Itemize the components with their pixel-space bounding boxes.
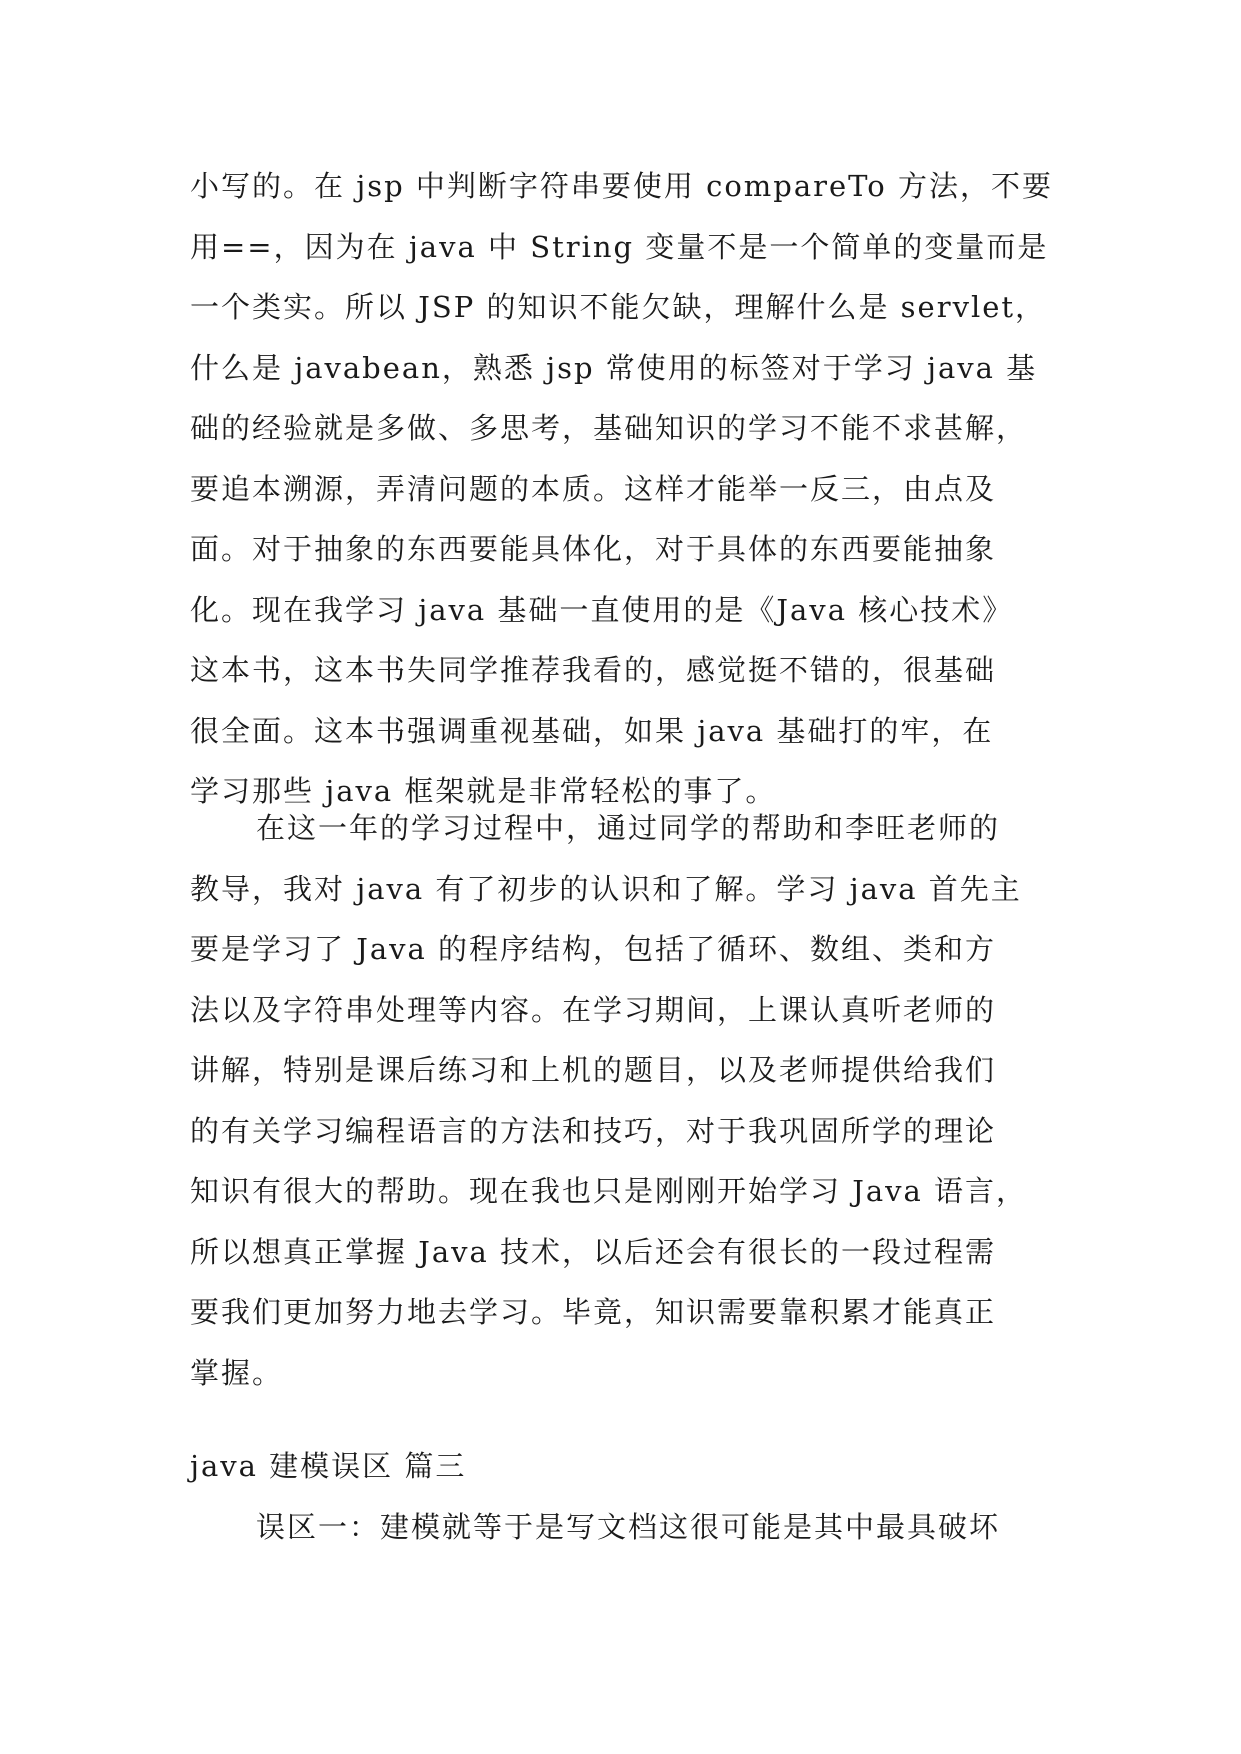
paragraph-line: 一个类实。所以 JSP 的知识不能欠缺，理解什么是 servlet， (190, 290, 1047, 324)
paragraph-line: 讲解，特别是课后练习和上机的题目，以及老师提供给我们 (190, 1053, 997, 1087)
paragraph-line: 教导，我对 java 有了初步的认识和了解。学习 java 首先主 (190, 871, 1022, 906)
paragraph-1 (190, 156, 1053, 822)
paragraph-line: 要我们更加努力地去学习。毕竟，知识需要靠积累才能真正 (190, 1295, 997, 1329)
paragraph-line: 小写的。在 jsp 中判断字符串要使用 compareTo 方法，不要 (190, 169, 1053, 203)
paragraph-line: 础的经验就是多做、多思考，基础知识的学习不能不求甚解， (190, 411, 1028, 445)
section-heading: java 建模误区 篇三 (190, 1449, 467, 1483)
paragraph-line: 什么是 javabean，熟悉 jsp 常使用的标签对于学习 java 基 (190, 350, 1038, 385)
paragraph-line: 误区一：建模就等于是写文档这很可能是其中最具破坏 (256, 1510, 1001, 1544)
paragraph-line: 的有关学习编程语言的方法和技巧，对于我巩固所学的理论 (190, 1113, 997, 1148)
paragraph-line: 用==，因为在 java 中 String 变量不是一个简单的变量而是 (190, 229, 1049, 264)
paragraph-line: 掌握。 (190, 1355, 284, 1390)
paragraph-line: 化。现在我学习 java 基础一直使用的是《Java 核心技术》 (190, 592, 1014, 627)
paragraph-3 (190, 1497, 1050, 1558)
paragraph-line: 学习那些 java 框架就是非常轻松的事了。 (190, 774, 777, 808)
paragraph-2 (190, 798, 1050, 1403)
paragraph-line: 所以想真正掌握 Java 技术，以后还会有很长的一段过程需 (190, 1234, 997, 1269)
paragraph-line: 面。对于抽象的东西要能具体化，对于具体的东西要能抽象 (190, 532, 997, 566)
paragraph-line: 法以及字符串处理等内容。在学习期间，上课认真听老师的 (190, 992, 997, 1027)
paragraph-line: 这本书，这本书失同学推荐我看的，感觉挺不错的，很基础 (190, 653, 997, 687)
paragraph-line: 要是学习了 Java 的程序结构，包括了循环、数组、类和方 (190, 932, 997, 966)
paragraph-line: 在这一年的学习过程中，通过同学的帮助和李旺老师的 (256, 811, 1001, 845)
paragraph-line: 很全面。这本书强调重视基础，如果 java 基础打的牢，在 (190, 713, 994, 748)
paragraph-line: 知识有很大的帮助。现在我也只是刚刚开始学习 Java 语言， (190, 1174, 1028, 1208)
paragraph-line: 要追本溯源，弄清问题的本质。这样才能举一反三，由点及 (190, 471, 997, 506)
